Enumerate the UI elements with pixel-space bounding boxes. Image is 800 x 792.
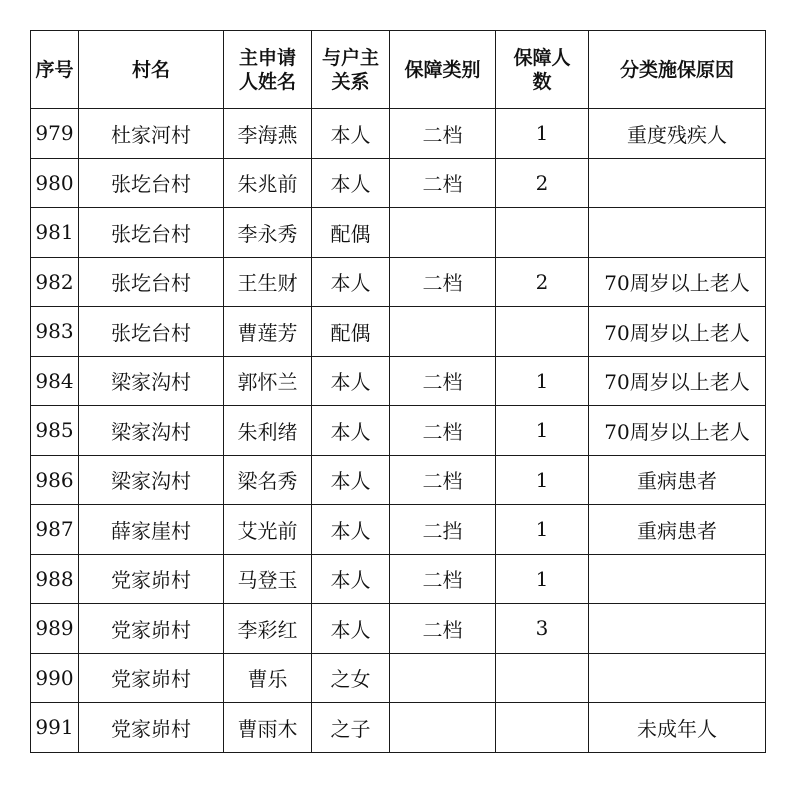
cell-applicant: 李永秀 xyxy=(224,208,312,258)
cell-count: 3 xyxy=(496,604,589,654)
cell-no: 979 xyxy=(31,109,79,159)
cell-applicant: 李海燕 xyxy=(224,109,312,159)
cell-reason: 70周岁以上老人 xyxy=(589,257,766,307)
cell-applicant: 曹雨木 xyxy=(224,703,312,753)
cell-reason xyxy=(589,554,766,604)
cell-applicant: 曹莲芳 xyxy=(224,307,312,357)
cell-applicant: 艾光前 xyxy=(224,505,312,555)
header-tier: 保障类别 xyxy=(390,31,496,109)
cell-relation: 本人 xyxy=(312,406,390,456)
cell-village: 梁家沟村 xyxy=(79,406,224,456)
table-row xyxy=(31,257,766,307)
header-village: 村名 xyxy=(79,31,224,109)
table-row xyxy=(31,109,766,159)
cell-no: 991 xyxy=(31,703,79,753)
table-row xyxy=(31,356,766,406)
cell-tier: 二挡 xyxy=(390,505,496,555)
cell-no: 983 xyxy=(31,307,79,357)
cell-no: 980 xyxy=(31,158,79,208)
cell-no: 988 xyxy=(31,554,79,604)
cell-applicant: 朱利绪 xyxy=(224,406,312,456)
cell-no: 982 xyxy=(31,257,79,307)
header-applicant xyxy=(224,31,312,109)
cell-applicant: 梁名秀 xyxy=(224,455,312,505)
table-row xyxy=(31,406,766,456)
header-no: 序号 xyxy=(31,31,79,109)
cell-relation: 之女 xyxy=(312,653,390,703)
cell-village: 薛家崖村 xyxy=(79,505,224,555)
header-relation-label: 与户主关系 xyxy=(321,46,379,93)
cell-count: 1 xyxy=(496,356,589,406)
cell-no: 985 xyxy=(31,406,79,456)
cell-reason: 重病患者 xyxy=(589,455,766,505)
cell-reason xyxy=(589,158,766,208)
table-row xyxy=(31,703,766,753)
header-count xyxy=(496,31,589,109)
cell-count xyxy=(496,703,589,753)
cell-count: 1 xyxy=(496,109,589,159)
table-row xyxy=(31,208,766,258)
cell-relation: 本人 xyxy=(312,158,390,208)
cell-reason: 70周岁以上老人 xyxy=(589,356,766,406)
cell-village: 梁家沟村 xyxy=(79,356,224,406)
cell-applicant: 郭怀兰 xyxy=(224,356,312,406)
table-row xyxy=(31,554,766,604)
table-row xyxy=(31,158,766,208)
cell-applicant: 马登玉 xyxy=(224,554,312,604)
cell-count: 2 xyxy=(496,257,589,307)
cell-count xyxy=(496,208,589,258)
cell-relation: 本人 xyxy=(312,554,390,604)
cell-tier: 二档 xyxy=(390,109,496,159)
cell-relation: 本人 xyxy=(312,505,390,555)
cell-applicant: 李彩红 xyxy=(224,604,312,654)
header-row xyxy=(31,31,766,109)
table-row xyxy=(31,653,766,703)
cell-village: 党家峁村 xyxy=(79,653,224,703)
cell-village: 杜家河村 xyxy=(79,109,224,159)
table-row xyxy=(31,505,766,555)
cell-count: 1 xyxy=(496,554,589,604)
cell-tier: 二档 xyxy=(390,158,496,208)
cell-tier xyxy=(390,703,496,753)
cell-count: 1 xyxy=(496,406,589,456)
cell-count: 1 xyxy=(496,505,589,555)
cell-no: 987 xyxy=(31,505,79,555)
cell-reason xyxy=(589,604,766,654)
cell-no: 984 xyxy=(31,356,79,406)
cell-village: 党家峁村 xyxy=(79,604,224,654)
header-reason: 分类施保原因 xyxy=(589,31,766,109)
cell-relation: 本人 xyxy=(312,604,390,654)
cell-relation: 本人 xyxy=(312,356,390,406)
cell-reason: 70周岁以上老人 xyxy=(589,406,766,456)
table-row xyxy=(31,455,766,505)
cell-no: 986 xyxy=(31,455,79,505)
cell-reason: 重病患者 xyxy=(589,505,766,555)
cell-tier: 二档 xyxy=(390,554,496,604)
cell-village: 张圪台村 xyxy=(79,158,224,208)
cell-count xyxy=(496,307,589,357)
cell-relation: 之子 xyxy=(312,703,390,753)
cell-applicant: 王生财 xyxy=(224,257,312,307)
table-row xyxy=(31,307,766,357)
cell-village: 张圪台村 xyxy=(79,307,224,357)
cell-tier xyxy=(390,307,496,357)
cell-relation: 配偶 xyxy=(312,307,390,357)
cell-tier: 二档 xyxy=(390,604,496,654)
table-body xyxy=(31,109,766,753)
cell-village: 党家峁村 xyxy=(79,554,224,604)
cell-tier: 二档 xyxy=(390,406,496,456)
header-count-label: 保障人数 xyxy=(513,46,571,93)
cell-relation: 本人 xyxy=(312,455,390,505)
cell-relation: 本人 xyxy=(312,109,390,159)
cell-tier: 二档 xyxy=(390,356,496,406)
assistance-roster-table xyxy=(30,30,766,753)
cell-village: 梁家沟村 xyxy=(79,455,224,505)
cell-reason: 重度残疾人 xyxy=(589,109,766,159)
cell-relation: 本人 xyxy=(312,257,390,307)
cell-applicant: 曹乐 xyxy=(224,653,312,703)
cell-village: 党家峁村 xyxy=(79,703,224,753)
cell-village: 张圪台村 xyxy=(79,257,224,307)
cell-count xyxy=(496,653,589,703)
cell-count: 2 xyxy=(496,158,589,208)
cell-applicant: 朱兆前 xyxy=(224,158,312,208)
cell-reason: 未成年人 xyxy=(589,703,766,753)
table-row xyxy=(31,604,766,654)
cell-reason xyxy=(589,208,766,258)
cell-relation: 配偶 xyxy=(312,208,390,258)
cell-no: 981 xyxy=(31,208,79,258)
cell-count: 1 xyxy=(496,455,589,505)
cell-village: 张圪台村 xyxy=(79,208,224,258)
cell-tier xyxy=(390,653,496,703)
cell-tier: 二档 xyxy=(390,455,496,505)
cell-no: 989 xyxy=(31,604,79,654)
header-relation xyxy=(312,31,390,109)
cell-no: 990 xyxy=(31,653,79,703)
header-applicant-label: 主申请人姓名 xyxy=(238,46,296,93)
cell-tier: 二档 xyxy=(390,257,496,307)
cell-reason: 70周岁以上老人 xyxy=(589,307,766,357)
cell-tier xyxy=(390,208,496,258)
cell-reason xyxy=(589,653,766,703)
